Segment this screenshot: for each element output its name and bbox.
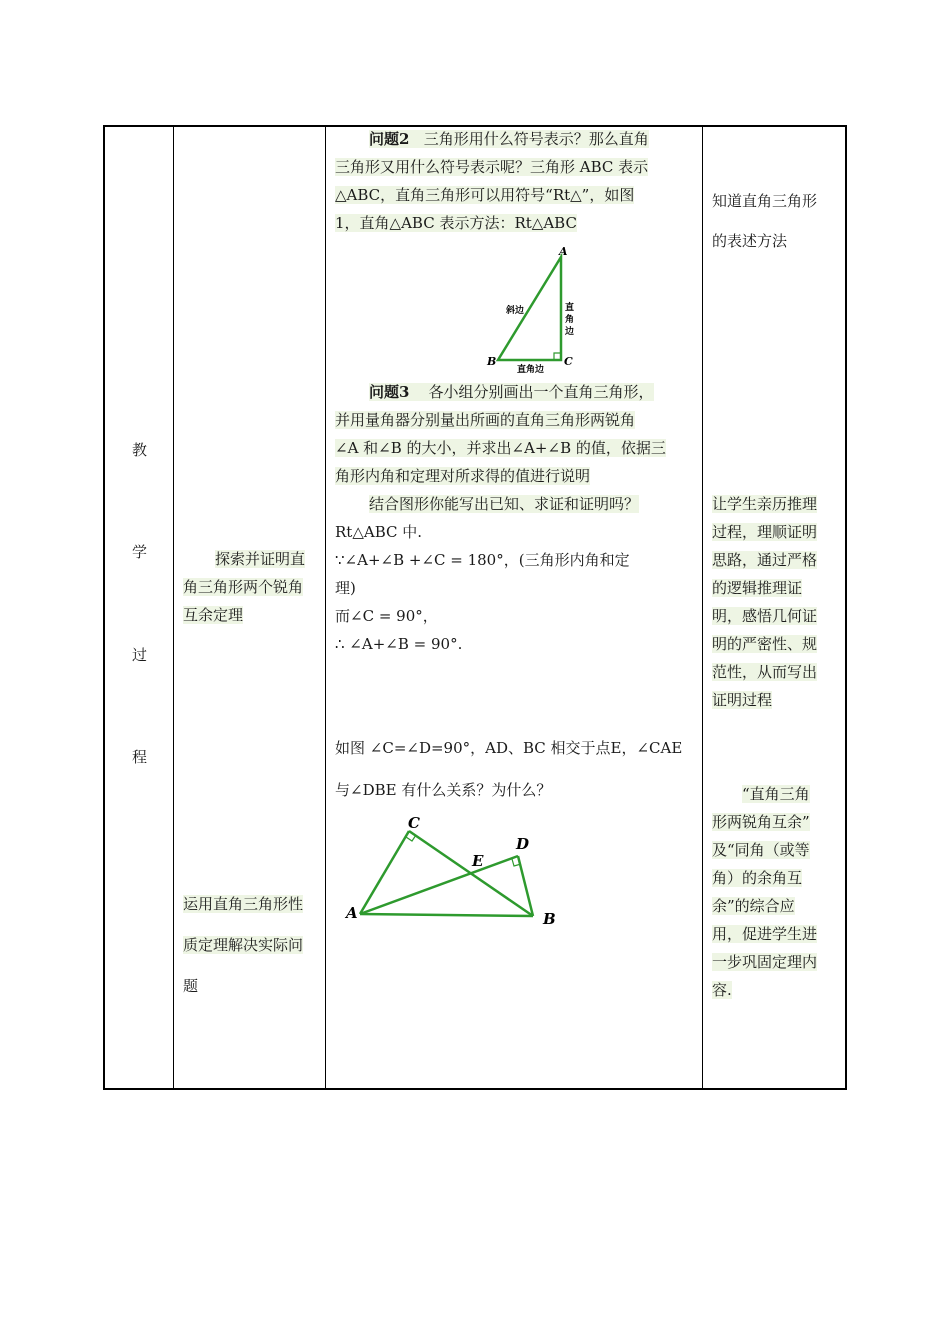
point-label-e: E <box>472 852 484 870</box>
question-3: 问题3 各小组分别画出一个直角三角形， 并用量角器分别量出所画的直角三角形两锐角 ∠A 和∠B 的大小，并求出∠A+∠B 的值，依据三 角形内角和定理对所求得的值进行说明 结合图形你能写出已知、求证和证明吗？ Rt△ABC 中. ∵∠A+∠B +∠C = 180°，(三角形内角和定 理) 而∠C = 90°， ∴ ∠A+∠B = 90°. <box>335 383 666 653</box>
stage-char: 教 <box>131 441 147 459</box>
figure-right-triangle <box>473 245 593 375</box>
stage-char: 程 <box>131 748 147 766</box>
leg-label: 直角边 <box>517 365 545 375</box>
figure-intersecting-triangles <box>338 812 568 927</box>
leg-label: 边 <box>565 327 575 337</box>
vertex-label-a: A <box>559 245 568 258</box>
segment-ab <box>360 914 533 916</box>
vertex-label-b: B <box>487 355 497 368</box>
point-label-d: D <box>516 835 530 853</box>
column-divider <box>702 127 703 1088</box>
leg-label: 角 <box>565 315 575 325</box>
note-proof: 让学生亲历推理 过程，理顺证明 思路，通过严格 的逻辑推理证 明，感悟几何证 明的严密性、规 范性，从而写出 证明过程 <box>712 495 818 709</box>
example-question: 如图 ∠C=∠D=90°，AD、BC 相交于点E，∠CAE 与∠DBE 有什么关系？为什么？ <box>335 739 683 799</box>
activity-explore: 探索并证明直 角三角形两个锐角 互余定理 <box>183 550 306 624</box>
note-application: “直角三角 形两锐角互余” 及“同角（或等 角）的余角互 余”的综合应 用，促进学生进 一步巩固定理内 容. <box>712 785 818 999</box>
vertex-label-c: C <box>564 355 573 368</box>
segment-ad <box>360 856 518 914</box>
hypotenuse-label: 斜边 <box>506 306 525 316</box>
column-divider <box>173 127 174 1088</box>
point-label-a: A <box>346 904 358 922</box>
note-notation: 知道直角三角形 的表述方法 <box>712 192 818 250</box>
segment-ac <box>360 831 409 914</box>
stage-char: 过 <box>131 646 147 664</box>
column-divider <box>325 127 326 1088</box>
point-label-b: B <box>543 910 556 927</box>
lesson-table <box>103 125 847 1090</box>
point-label-c: C <box>408 814 420 832</box>
leg-label: 直 <box>565 303 575 313</box>
activity-apply: 运用直角三角形性 质定理解决实际问 题 <box>183 895 304 995</box>
question-2: 问题2 三角形用什么符号表示？那么直角 三角形又用什么符号表示呢？三角形 ABC 表示 △ABC，直角三角形可以用符号“Rt△”，如图 1，直角△ABC 表示方法：Rt△ABC <box>335 130 649 232</box>
stage-char: 学 <box>131 543 147 561</box>
